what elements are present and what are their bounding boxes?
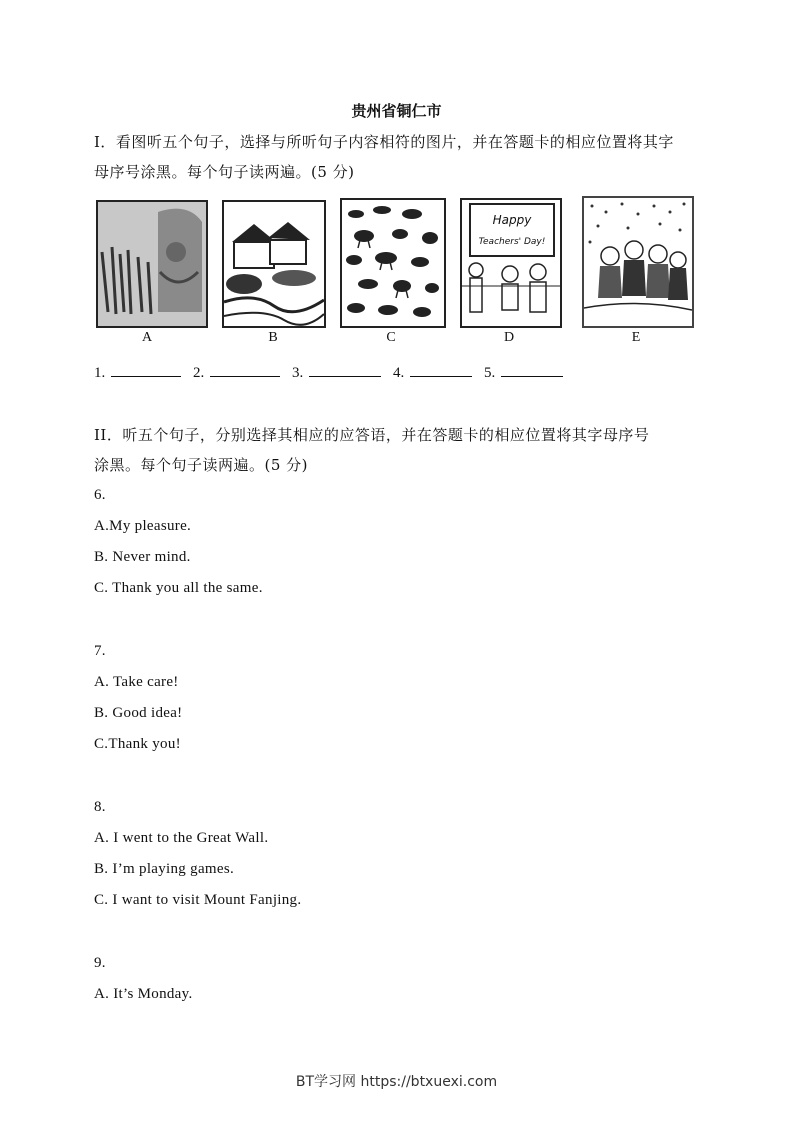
blank-2[interactable]: 2. — [193, 362, 280, 382]
picture-label-c: C — [386, 330, 396, 345]
page-title: 贵州省铜仁市 — [351, 102, 442, 120]
picture-label-a: A — [141, 330, 153, 345]
question-6-number: 6. — [94, 487, 106, 503]
section2-instruction-line2: 涂黑。每个句子读两遍。(5 分) — [94, 456, 309, 474]
question-8-number: 8. — [94, 799, 106, 815]
question-7-option-b[interactable]: B. Good idea! — [94, 705, 183, 721]
section1-instruction-line1: I．看图听五个句子，选择与所听句子内容相符的图片，并在答题卡的相应位置将其字 — [94, 133, 674, 151]
section2-instruction — [94, 420, 704, 480]
picture-e — [582, 196, 694, 328]
picture-label-b: B — [268, 330, 278, 345]
section1-instruction — [94, 127, 704, 187]
picture-label-e: E — [631, 330, 641, 345]
section1-instruction-line2: 母序号涂黑。每个句子读两遍。(5 分) — [94, 163, 355, 181]
question-8-option-a[interactable]: A. I went to the Great Wall. — [94, 830, 269, 846]
question-7-option-a[interactable]: A. Take care! — [94, 674, 179, 690]
picture-d-caption: Happy — [492, 213, 532, 227]
question-7-number: 7. — [94, 643, 106, 659]
picture-label-d: D — [503, 330, 515, 345]
question-9-option-a[interactable]: A. It’s Monday. — [94, 986, 193, 1002]
picture-b — [222, 200, 326, 328]
question-7-option-c[interactable]: C.Thank you! — [94, 736, 181, 752]
blank-1[interactable]: 1. — [94, 362, 181, 382]
section2-instruction-line1: II．听五个句子，分别选择其相应的应答语，并在答题卡的相应位置将其字母序号 — [94, 426, 650, 444]
question-8-option-b[interactable]: B. I’m playing games. — [94, 861, 235, 877]
question-6-option-a[interactable]: A.My pleasure. — [94, 518, 192, 534]
picture-c — [340, 198, 446, 328]
blank-4[interactable]: 4. — [393, 362, 472, 382]
picture-d — [460, 198, 562, 328]
svg-text:Teachers' Day!: Teachers' Day! — [478, 237, 546, 247]
answer-blanks — [94, 362, 571, 382]
question-6-option-b[interactable]: B. Never mind. — [94, 549, 191, 565]
question-9-number: 9. — [94, 955, 106, 971]
blank-5[interactable]: 5. — [484, 362, 563, 382]
question-8-option-c[interactable]: C. I want to visit Mount Fanjing. — [94, 892, 302, 908]
blank-3[interactable]: 3. — [292, 362, 381, 382]
footer-watermark: BT学习网 https://btxuexi.com — [295, 1074, 498, 1090]
picture-row — [94, 196, 694, 356]
picture-a — [96, 200, 208, 328]
question-6-option-c[interactable]: C. Thank you all the same. — [94, 580, 263, 596]
